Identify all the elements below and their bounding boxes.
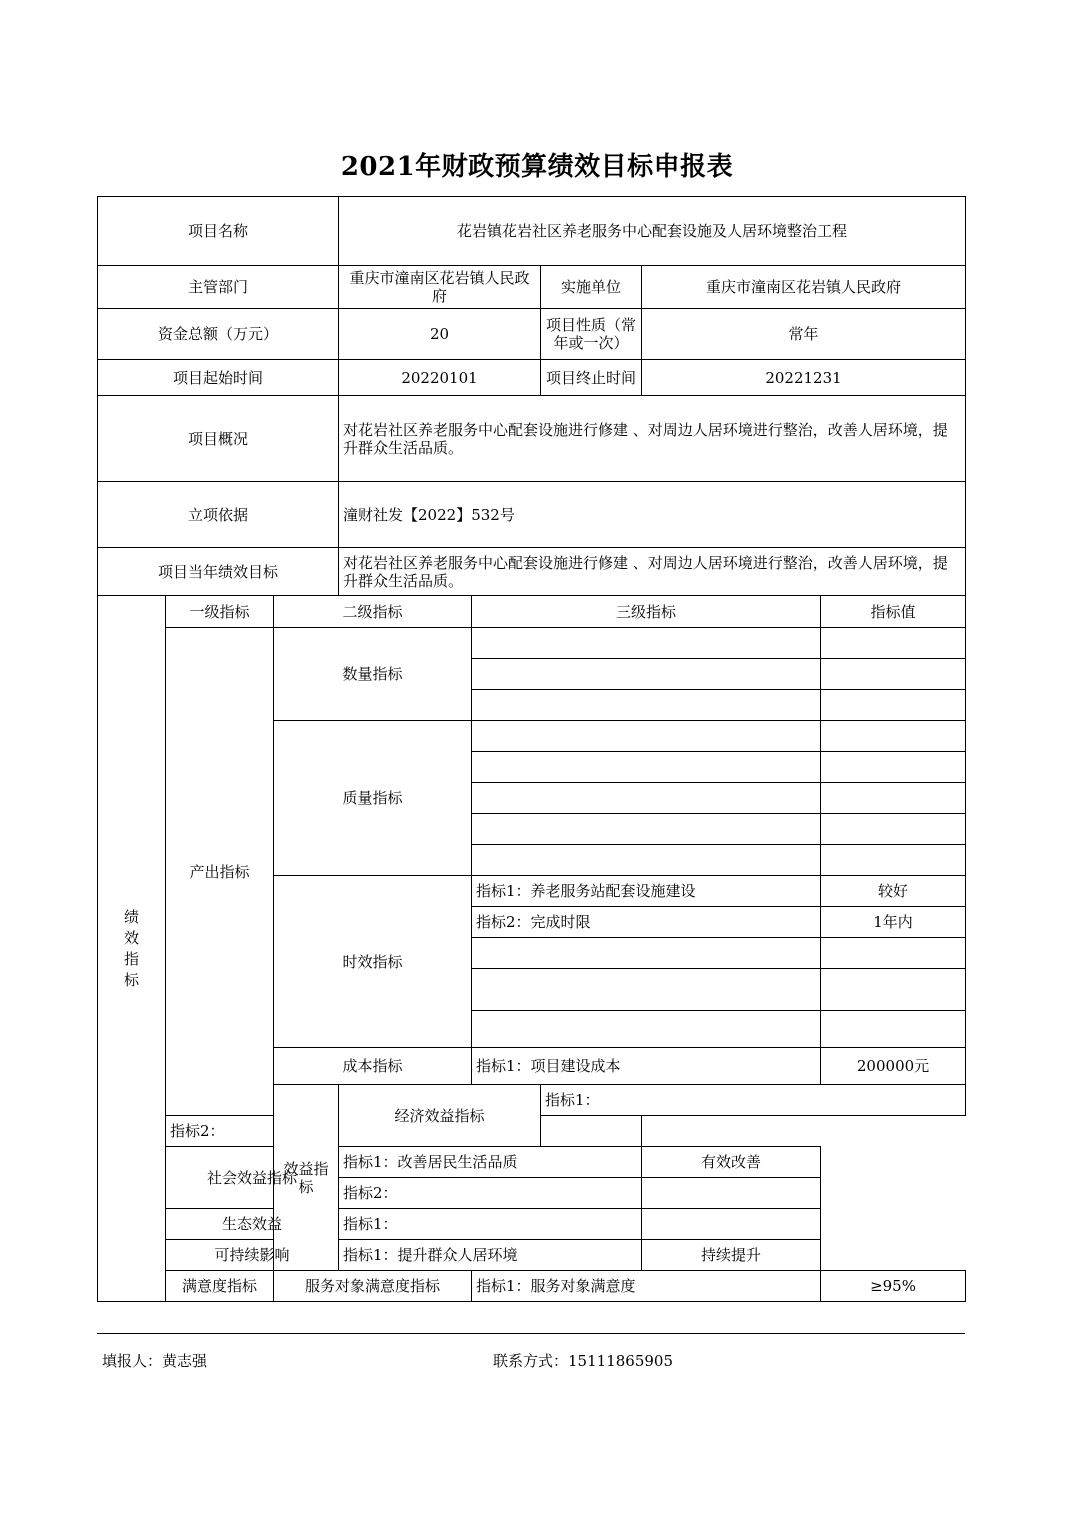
economic-indicator-label: 经济效益指标 bbox=[339, 1085, 541, 1147]
filler-info bbox=[102, 1350, 207, 1371]
contact-label: 联系方式： bbox=[493, 1352, 569, 1370]
indicator-value: 1年内 bbox=[821, 907, 966, 938]
basis-row bbox=[98, 482, 966, 548]
goal-label: 项目当年绩效目标 bbox=[98, 548, 339, 596]
indicator-value: 较好 bbox=[821, 876, 966, 907]
filler-name: 黄志强 bbox=[162, 1352, 208, 1370]
overview-label: 项目概况 bbox=[98, 396, 339, 482]
dept-label: 主管部门 bbox=[98, 266, 339, 309]
overview-value: 对花岩社区养老服务中心配套设施进行修建 、对周边人居环境进行整治，改善人居环境，提升群众生活品质。 bbox=[339, 396, 966, 482]
level1-header: 一级指标 bbox=[166, 596, 274, 628]
nature-label: 项目性质（常年或一次） bbox=[541, 309, 642, 360]
indicator-name: 指标1：改善居民生活品质 bbox=[339, 1147, 642, 1178]
table-row bbox=[98, 1147, 966, 1178]
start-value: 20220101 bbox=[339, 360, 541, 396]
quantity-indicator-label: 数量指标 bbox=[274, 628, 472, 721]
impl-value: 重庆市潼南区花岩镇人民政府 bbox=[642, 266, 966, 309]
indicator-name: 指标2： bbox=[166, 1116, 472, 1147]
indicator-name: 指标2： bbox=[339, 1178, 642, 1209]
level2-header: 二级指标 bbox=[274, 596, 472, 628]
overview-row bbox=[98, 396, 966, 482]
dept-row bbox=[98, 266, 966, 309]
basis-label: 立项依据 bbox=[98, 482, 339, 548]
table-row bbox=[98, 1240, 966, 1271]
basis-value: 潼财社发【2022】532号 bbox=[339, 482, 966, 548]
impl-label: 实施单位 bbox=[541, 266, 642, 309]
funds-row bbox=[98, 309, 966, 360]
output-indicator-label: 产出指标 bbox=[166, 628, 274, 1116]
funds-label: 资金总额（万元） bbox=[98, 309, 339, 360]
goal-row bbox=[98, 548, 966, 596]
indicator-value: 200000元 bbox=[821, 1048, 966, 1085]
indicator-value: 有效改善 bbox=[642, 1147, 821, 1178]
indicator-value: 持续提升 bbox=[642, 1240, 821, 1271]
end-value: 20221231 bbox=[642, 360, 966, 396]
cost-indicator-label: 成本指标 bbox=[274, 1048, 472, 1085]
satisfaction-indicator-label: 满意度指标 bbox=[166, 1271, 274, 1302]
table-row bbox=[98, 1271, 966, 1302]
indicator-value bbox=[541, 1116, 642, 1147]
budget-performance-table bbox=[97, 196, 966, 1302]
end-label: 项目终止时间 bbox=[541, 360, 642, 396]
indicator-name: 指标1： bbox=[339, 1209, 642, 1240]
quality-indicator-label: 质量指标 bbox=[274, 721, 472, 876]
period-row bbox=[98, 360, 966, 396]
timeliness-indicator-label: 时效指标 bbox=[274, 876, 472, 1048]
benefit-indicator-label: 效益指标 bbox=[274, 1085, 339, 1271]
eco-indicator-label: 生态效益 bbox=[166, 1209, 339, 1240]
contact-number: 15111865905 bbox=[568, 1352, 673, 1370]
indicator-name: 指标2：完成时限 bbox=[472, 907, 821, 938]
goal-value: 对花岩社区养老服务中心配套设施进行修建 、对周边人居环境进行整治，改善人居环境，提升群众生活品质。 bbox=[339, 548, 966, 596]
social-indicator-label: 社会效益指标 bbox=[166, 1147, 339, 1209]
funds-value: 20 bbox=[339, 309, 541, 360]
table-row bbox=[98, 628, 966, 659]
service-satisfaction-label: 服务对象满意度指标 bbox=[274, 1271, 472, 1302]
table-row bbox=[98, 1209, 966, 1240]
value-header: 指标值 bbox=[821, 596, 966, 628]
indicator-name: 指标1：服务对象满意度 bbox=[472, 1271, 821, 1302]
project-name-label: 项目名称 bbox=[98, 197, 339, 266]
performance-indicator-label: 绩效指标 bbox=[98, 596, 166, 1302]
indicator-name: 指标1： bbox=[541, 1085, 966, 1116]
dept-value: 重庆市潼南区花岩镇人民政府 bbox=[339, 266, 541, 309]
indicator-name: 指标1：养老服务站配套设施建设 bbox=[472, 876, 821, 907]
nature-value: 常年 bbox=[642, 309, 966, 360]
indicator-value bbox=[642, 1209, 821, 1240]
sustain-indicator-label: 可持续影响 bbox=[166, 1240, 339, 1271]
page-title: 2021年财政预算绩效目标申报表 bbox=[340, 152, 734, 182]
project-name-row bbox=[98, 197, 966, 266]
indicator-name: 指标1：项目建设成本 bbox=[472, 1048, 821, 1085]
start-label: 项目起始时间 bbox=[98, 360, 339, 396]
contact-info bbox=[493, 1350, 673, 1371]
filler-label: 填报人： bbox=[102, 1352, 163, 1370]
footer-divider bbox=[97, 1333, 965, 1334]
indicator-header-row bbox=[98, 596, 966, 628]
level3-header: 三级指标 bbox=[472, 596, 821, 628]
indicator-name: 指标1：提升群众人居环境 bbox=[339, 1240, 642, 1271]
indicator-value: ≥95% bbox=[821, 1271, 966, 1302]
indicator-value bbox=[642, 1178, 821, 1209]
project-name-value: 花岩镇花岩社区养老服务中心配套设施及人居环境整治工程 bbox=[339, 197, 966, 266]
